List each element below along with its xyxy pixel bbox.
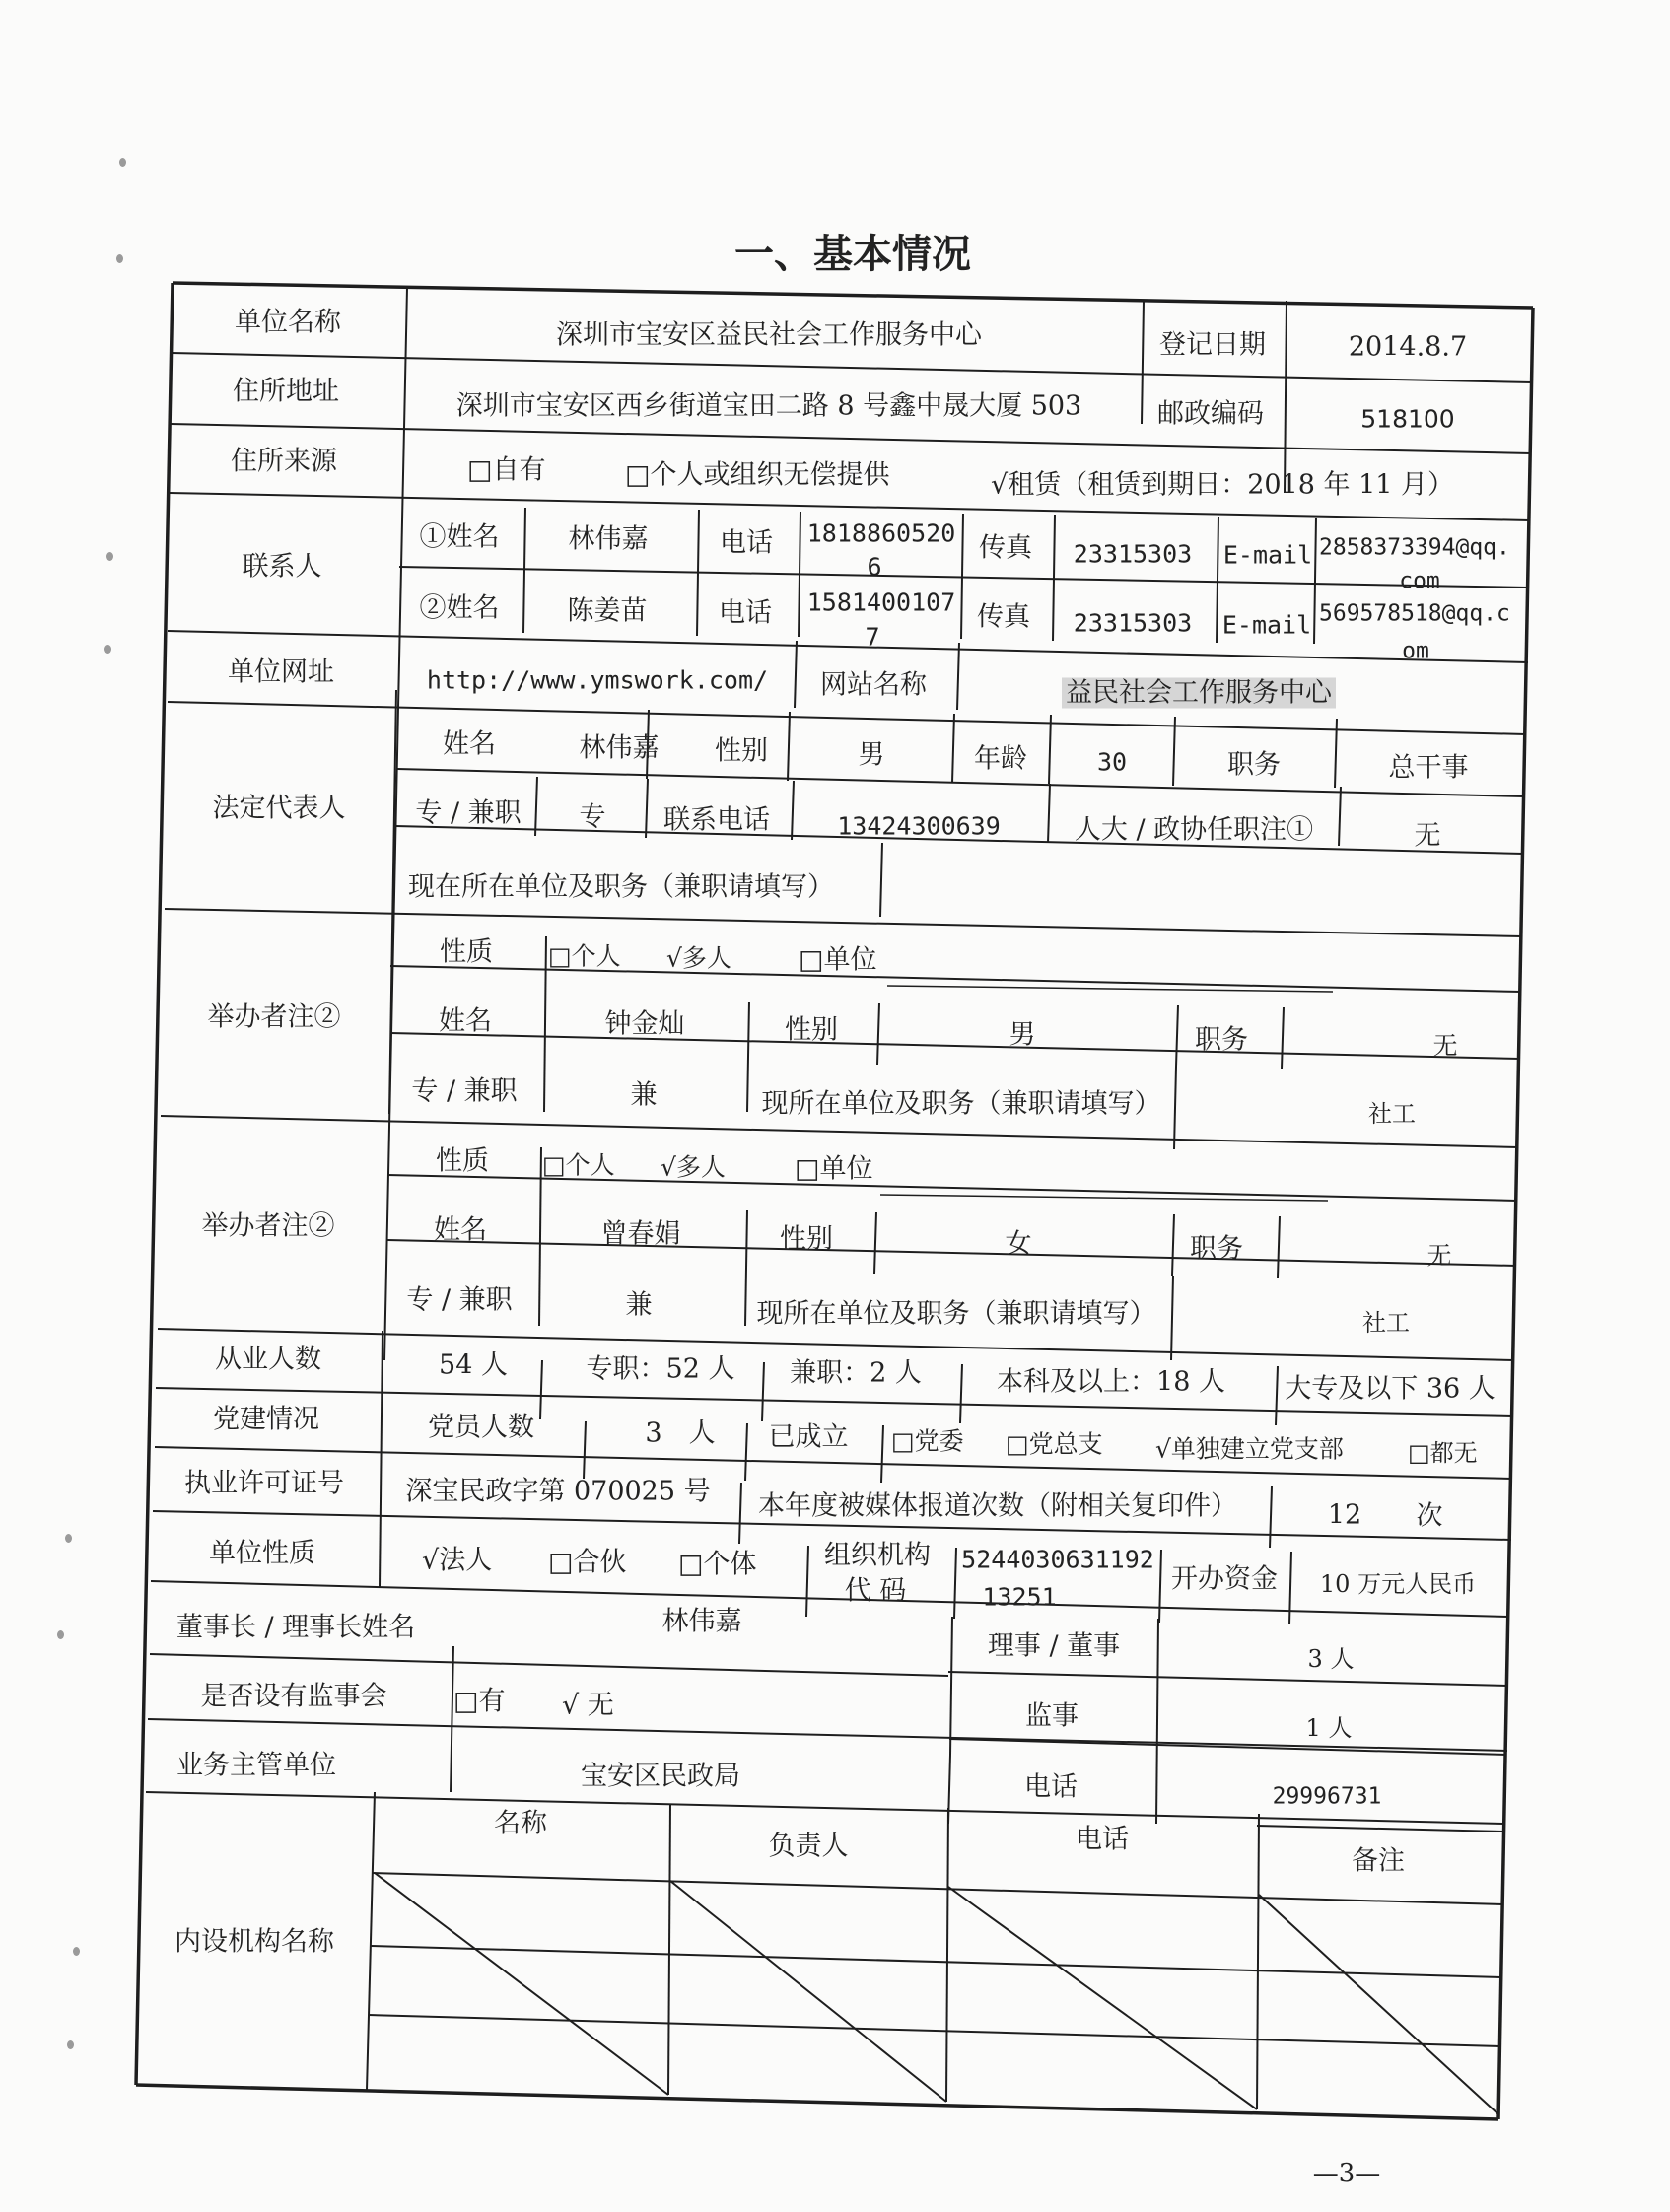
founder2-position-label: 职务 — [1190, 1233, 1243, 1265]
authority-phone: 29996731 — [1272, 1783, 1382, 1810]
founder2-opt-person: □个人 — [542, 1150, 615, 1180]
legal-rep-phone-label: 联系电话 — [663, 804, 770, 836]
contact1-email-line2: com — [1399, 568, 1440, 594]
founder1-opt-person: □个人 — [548, 941, 621, 971]
license-label: 执业许可证号 — [184, 1468, 344, 1499]
premises-label: 住所来源 — [231, 446, 337, 477]
legal-rep-name: 林伟嘉 — [579, 732, 660, 764]
reg-date: 2014.8.7 — [1348, 331, 1468, 363]
legal-rep-label: 法定代表人 — [212, 793, 346, 824]
board-label: 是否设有监事会 — [200, 1681, 387, 1712]
founder2-gender: 女 — [1005, 1228, 1032, 1260]
site-name: 益民社会工作服务中心 — [1062, 678, 1336, 709]
staff-parttime: 兼职：2 人 — [790, 1357, 922, 1389]
founder1-position-label: 职务 — [1195, 1024, 1248, 1056]
legal-rep-phone: 13424300639 — [837, 811, 1001, 841]
website-url: http://www.ymswork.com/ — [426, 665, 769, 695]
legal-rep-fulltime: 专 — [579, 801, 606, 833]
legal-rep-npc-label: 人大 / 政协任职注① — [1074, 814, 1314, 846]
internal-header-name: 名称 — [494, 1808, 547, 1839]
org-code-label-line1: 组织机构 — [824, 1540, 931, 1571]
founder1-gender-label: 性别 — [785, 1014, 838, 1046]
staff-college: 大专及以下 36 人 — [1285, 1373, 1496, 1405]
founder1-opt-unit: □单位 — [799, 944, 877, 976]
founder2-gender-label: 性别 — [780, 1223, 833, 1255]
contact2-email-line1: 569578518@qq.c — [1319, 600, 1510, 627]
contact1-fax: 23315303 — [1073, 539, 1193, 569]
founder1-fulltime-label: 专 / 兼职 — [411, 1075, 518, 1107]
contact1-name: 林伟嘉 — [568, 523, 649, 555]
scan-dot — [119, 158, 126, 167]
legal-rep-current-label: 现在所在单位及职务（兼职请填写） — [408, 871, 834, 903]
internal-header-remark: 备注 — [1352, 1845, 1405, 1877]
founder1-current: 社工 — [1368, 1100, 1416, 1128]
org-code-label-line2: 代 码 — [844, 1575, 907, 1607]
party-established-label: 已成立 — [768, 1421, 849, 1453]
media-count: 12 — [1327, 1499, 1362, 1531]
address-label: 住所地址 — [233, 376, 339, 407]
authority-phone-label: 电话 — [1024, 1771, 1078, 1803]
chairman-label: 董事长 / 理事长姓名 — [175, 1612, 416, 1643]
page-number: —3— — [1312, 2159, 1381, 2188]
founder2-nature-label: 性质 — [436, 1145, 489, 1177]
legal-rep-age-label: 年龄 — [974, 743, 1027, 775]
founder1-name: 钟金灿 — [604, 1008, 685, 1040]
founder1-position: 无 — [1432, 1031, 1458, 1061]
legal-rep-gender: 男 — [858, 739, 885, 771]
contact1-phone-label: 电话 — [720, 527, 773, 559]
postcode-label: 邮政编码 — [1157, 398, 1264, 430]
unit-nature-label: 单位性质 — [209, 1538, 315, 1569]
supervisors-count: 1 人 — [1305, 1714, 1353, 1742]
contact1-email-label: E-mail — [1222, 540, 1313, 570]
premises-lease-checkbox: √租赁（租赁到期日：2018 年 11 月） — [991, 469, 1455, 501]
contact2-phone-line1: 1581400107 — [806, 588, 956, 617]
founder2-current: 社工 — [1362, 1309, 1410, 1337]
contact1-fax-label: 传真 — [979, 532, 1032, 564]
contact2-phone-label: 电话 — [719, 597, 772, 629]
supervisors-label: 监事 — [1025, 1700, 1079, 1732]
directors-label: 理事 / 董事 — [987, 1630, 1121, 1662]
contact1-email-line1: 2858373394@qq. — [1319, 534, 1510, 561]
staff-total: 54 人 — [439, 1349, 508, 1381]
founder1-current-label: 现所在单位及职务（兼职请填写） — [761, 1088, 1161, 1120]
org-code-line2: 13251 — [982, 1582, 1057, 1612]
founder1-nature-label: 性质 — [440, 936, 493, 968]
chairman-name: 林伟嘉 — [661, 1606, 742, 1637]
staff-bachelor: 本科及以上：18 人 — [997, 1366, 1225, 1398]
legal-rep-name-label: 姓名 — [443, 728, 496, 760]
capital: 10 万元人民币 — [1319, 1570, 1477, 1598]
internal-label: 内设机构名称 — [174, 1926, 334, 1958]
media-unit: 次 — [1416, 1500, 1443, 1532]
board-opt-yes: □有 — [453, 1686, 506, 1717]
scan-dot — [106, 552, 113, 561]
scan-dot — [57, 1630, 64, 1639]
internal-header-head: 负责人 — [768, 1831, 849, 1862]
party-members-label: 党员人数 — [428, 1412, 534, 1443]
contact1-name-label: ①姓名 — [419, 521, 500, 553]
founder1-name-label: 姓名 — [439, 1005, 492, 1037]
org-code-line1: 5244030631192 — [961, 1545, 1154, 1574]
founder1-opt-multi: √多人 — [666, 943, 731, 973]
party-label: 党建情况 — [213, 1404, 319, 1435]
board-opt-no: √ 无 — [562, 1690, 614, 1721]
website-label: 单位网址 — [228, 657, 334, 688]
scan-dot — [73, 1947, 80, 1956]
founder2-label: 举办者注② — [201, 1210, 335, 1242]
founder2-fulltime: 兼 — [625, 1289, 653, 1321]
address: 深圳市宝安区西乡街道宝田二路 8 号鑫中晟大厦 503 — [455, 390, 1082, 422]
contact2-fax: 23315303 — [1073, 608, 1193, 638]
contact2-phone-line2: 7 — [865, 622, 880, 652]
founder2-name: 曾春娟 — [600, 1218, 681, 1250]
contact1-phone-line2: 6 — [867, 552, 882, 582]
nature-opt-partner: □合伙 — [548, 1547, 627, 1578]
unit-name-label: 单位名称 — [235, 307, 341, 338]
legal-rep-age: 30 — [1096, 747, 1128, 777]
contact2-email-label: E-mail — [1221, 610, 1312, 640]
legal-rep-gender-label: 性别 — [715, 735, 768, 767]
founder2-fulltime-label: 专 / 兼职 — [406, 1284, 513, 1316]
contact2-name: 陈姜苗 — [567, 595, 648, 627]
staff-label: 从业人数 — [215, 1344, 321, 1375]
capital-label: 开办资金 — [1171, 1563, 1278, 1595]
founder2-position: 无 — [1426, 1241, 1452, 1271]
contact-label: 联系人 — [242, 551, 322, 583]
scan-dot — [116, 254, 123, 263]
directors-count: 3 人 — [1307, 1645, 1355, 1673]
unit-name: 深圳市宝安区益民社会工作服务中心 — [556, 319, 982, 351]
internal-header-phone: 电话 — [1076, 1824, 1129, 1855]
founder2-opt-unit: □单位 — [795, 1153, 873, 1185]
legal-rep-position: 总干事 — [1388, 752, 1469, 784]
founder1-label: 举办者注② — [207, 1002, 341, 1033]
party-opt-committee: □党委 — [891, 1426, 964, 1456]
contact1-phone-line1: 1818860520 — [806, 518, 956, 548]
party-members: 3 人 — [645, 1417, 716, 1449]
site-name-label: 网站名称 — [820, 669, 927, 701]
party-opt-none: □都无 — [1408, 1439, 1478, 1467]
party-opt-branch: √单独建立党支部 — [1155, 1434, 1344, 1464]
scan-dot — [104, 645, 111, 654]
party-opt-general: □党总支 — [1006, 1429, 1103, 1459]
founder2-name-label: 姓名 — [434, 1214, 487, 1246]
founder2-current-label: 现所在单位及职务（兼职请填写） — [756, 1298, 1156, 1330]
contact2-email-line2: om — [1402, 638, 1429, 664]
legal-rep-position-label: 职务 — [1227, 749, 1281, 781]
premises-own-checkbox: □自有 — [467, 454, 546, 486]
scan-dot — [67, 2040, 74, 2049]
scan-dot — [65, 1534, 72, 1543]
staff-fulltime: 专职：52 人 — [586, 1353, 735, 1385]
premises-free-checkbox: □个人或组织无偿提供 — [625, 459, 890, 491]
nature-opt-legal: √法人 — [422, 1545, 493, 1576]
postcode: 518100 — [1360, 404, 1455, 434]
founder2-opt-multi: √多人 — [661, 1152, 726, 1182]
nature-opt-individual: □个体 — [678, 1549, 757, 1580]
page-title: 一、基本情况 — [734, 231, 971, 277]
reg-date-label: 登记日期 — [1159, 329, 1266, 361]
media-label: 本年度被媒体报道次数（附相关复印件） — [758, 1490, 1237, 1522]
contact2-fax-label: 传真 — [977, 601, 1030, 633]
founder1-gender: 男 — [1009, 1019, 1036, 1051]
founder1-fulltime: 兼 — [630, 1079, 658, 1111]
authority-name: 宝安区民政局 — [581, 1761, 740, 1792]
contact2-name-label: ②姓名 — [419, 592, 500, 624]
legal-rep-fulltime-label: 专 / 兼职 — [415, 797, 522, 829]
license-number: 深宝民政字第 070025 号 — [405, 1476, 711, 1507]
authority-label: 业务主管单位 — [176, 1750, 336, 1781]
legal-rep-npc: 无 — [1414, 820, 1441, 852]
